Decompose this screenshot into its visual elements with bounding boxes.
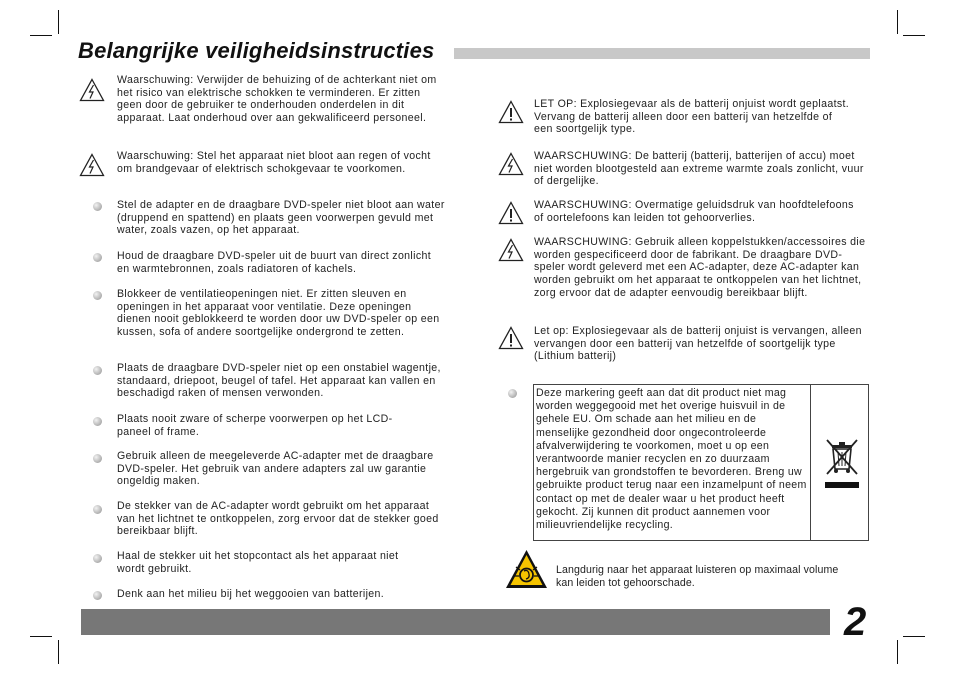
page-number: 2 — [844, 600, 867, 644]
instruction-text: LET OP: Explosiegevaar als de batterij onjuist wordt geplaatst. Vervang de batterij alleen door een batterij van hetzelfde of een soortgelijk type. — [534, 98, 850, 136]
bullet-icon — [508, 389, 517, 398]
crop-mark — [58, 10, 59, 34]
crop-mark — [897, 10, 898, 34]
instruction-text: Houd de draagbare DVD-speler uit de buurt van direct zonlicht en warmtebronnen, zoals radiatoren of kachels. — [117, 250, 432, 275]
bullet-icon — [93, 554, 102, 563]
weee-notice-text: Deze markering geeft aan dat dit product niet mag worden weggegooid met het overige huisvuil in de gehele EU. Om schade aan het milieu en de menselijke gezondheid door ongecontroleerde afvalverwijdering te voorkomen, moet u op een verantwoorde manier recyclen en zo duurzaam hergebruik van grondstoffen te bevorderen. Breng uw gebruikte product terug naar een inzamelpunt of neem contact op met de dealer waar u het product heeft gekocht. Zij kunnen dit product aannemen voor milieuvriendelijke recycling. — [536, 387, 807, 532]
instruction-text: Let op: Explosiegevaar als de batterij onjuist is vervangen, alleen vervangen door een batterij van hetzelfde of soortgelijk type (Lithium batterij) — [534, 325, 862, 363]
warning-exclamation-icon — [498, 326, 524, 350]
warning-lightning-icon — [498, 238, 524, 262]
bullet-icon — [93, 291, 102, 300]
crop-mark — [903, 35, 925, 36]
footer-bar — [81, 609, 830, 635]
bullet-icon — [93, 454, 102, 463]
instruction-text: WAARSCHUWING: De batterij (batterij, batterijen of accu) moet niet worden blootgesteld aan extreme warmte zoals zonlicht, vuur of dergelijke. — [534, 150, 864, 188]
crop-mark — [30, 35, 52, 36]
crop-mark — [903, 636, 925, 637]
bullet-icon — [93, 591, 102, 600]
instruction-text: Blokkeer de ventilatieopeningen niet. Er zitten sleuven en openingen in het apparaat voor ventilatie. Deze openingen dienen nooit geblokkeerd te worden door uw DVD-speler op een kussen, sofa of andere soortgelijke ondergrond te zetten. — [117, 288, 440, 339]
page-title: Belangrijke veiligheidsinstructies — [78, 38, 435, 63]
bullet-icon — [93, 505, 102, 514]
instruction-text: Waarschuwing: Stel het apparaat niet bloot aan regen of vocht om brandgevaar of elektrisch schokgevaar te voorkomen. — [117, 150, 431, 175]
instruction-text: Stel de adapter en de draagbare DVD-speler niet bloot aan water (druppend en spattend) en plaats geen voorwerpen gevuld met water, zoals vazen, op het apparaat. — [117, 199, 445, 237]
hearing-damage-warning-icon — [505, 549, 548, 589]
crop-mark — [58, 640, 59, 664]
instruction-text: De stekker van de AC-adapter wordt gebruikt om het apparaat van het lichtnet te ontkoppelen, zorg ervoor dat de stekker goed bereikbaar blijft. — [117, 500, 439, 538]
instruction-text: Denk aan het milieu bij het weggooien van batterijen. — [117, 588, 385, 600]
instruction-text: Gebruik alleen de meegeleverde AC-adapter met de draagbare DVD-speler. Het gebruik van andere adapters zal uw garantie ongeldig maken. — [117, 450, 434, 488]
warning-exclamation-icon — [498, 201, 524, 225]
instruction-text: Plaats de draagbare DVD-speler niet op een onstabiel wagentje, standaard, driepoot, beugel of tafel. Het apparaat kan vallen en beschadigd raken of mensen verwonden. — [117, 362, 441, 400]
hearing-warning-text: Langdurig naar het apparaat luisteren op maximaal volume kan leiden tot gehoorschade. — [556, 564, 839, 589]
warning-exclamation-icon — [498, 100, 524, 124]
warning-lightning-icon — [79, 78, 105, 102]
warning-lightning-icon — [498, 152, 524, 176]
bullet-icon — [93, 366, 102, 375]
instruction-text: Haal de stekker uit het stopcontact als het apparaat niet wordt gebruikt. — [117, 550, 399, 575]
bullet-icon — [93, 253, 102, 262]
bullet-icon — [93, 417, 102, 426]
instruction-text: WAARSCHUWING: Overmatige geluidsdruk van hoofdtelefoons of oortelefoons kan leiden tot gehoorverlies. — [534, 199, 854, 224]
crop-mark — [30, 636, 52, 637]
weee-icon-cell — [810, 385, 869, 540]
crossed-out-wheelie-bin-icon — [824, 435, 860, 491]
instruction-text: WAARSCHUWING: Gebruik alleen koppelstukken/accessoires die worden gespecificeerd door de fabrikant. De draagbare DVD-speler wordt geleverd met een AC-adapter, deze AC-adapter kan worden gebruikt om het apparaat te ontkoppelen van het lichtnet, zorg ervoor dat de adapter eenvoudig bereikbaar blijft. — [534, 236, 866, 299]
crop-mark — [897, 640, 898, 664]
instruction-text: Waarschuwing: Verwijder de behuizing of de achterkant niet om het risico van elektrische schokken te verminderen. Er zitten geen door de gebruiker te onderhouden onderdelen in dit apparaat. Laat onderhoud over aan gekwalificeerd personeel. — [117, 74, 437, 125]
warning-lightning-icon — [79, 153, 105, 177]
bullet-icon — [93, 202, 102, 211]
instruction-text: Plaats nooit zware of scherpe voorwerpen op het LCD-paneel of frame. — [117, 413, 393, 438]
weee-notice-box — [533, 384, 869, 541]
